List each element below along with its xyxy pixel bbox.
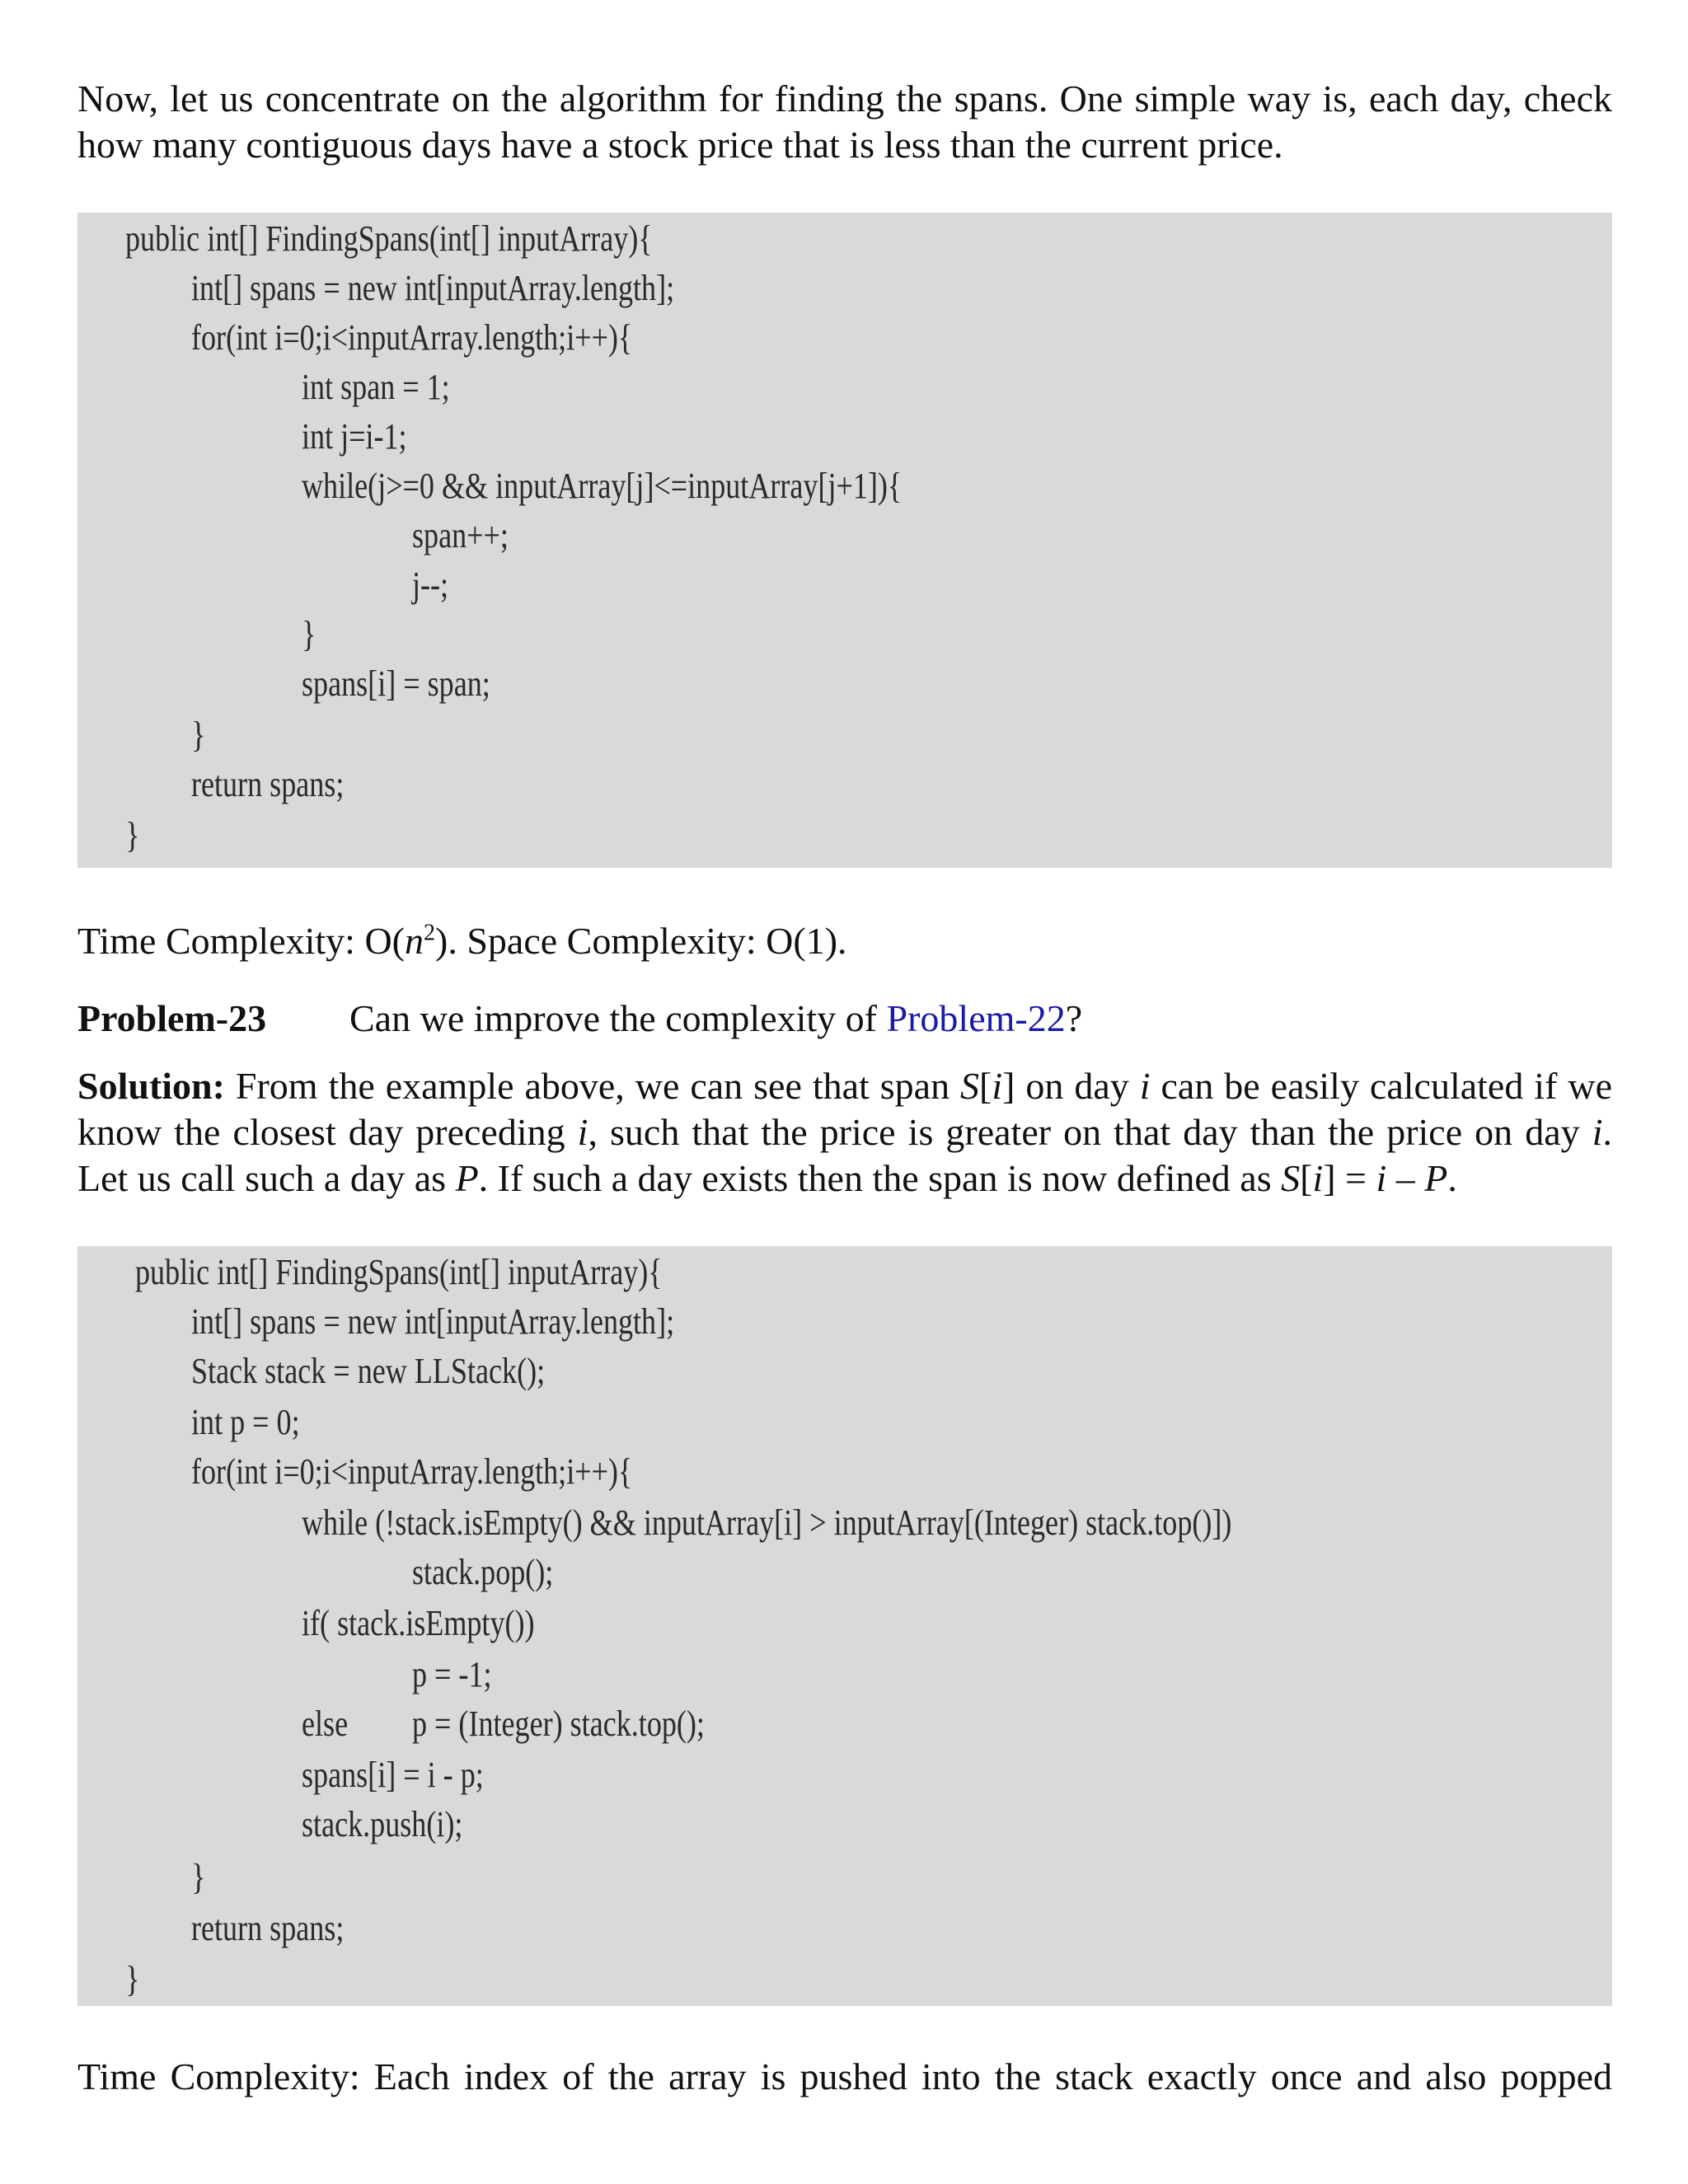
code-line: Stack stack = new LLStack(); (191, 1351, 546, 1391)
code-block-naive (77, 213, 1612, 868)
code-line: if( stack.isEmpty()) (302, 1603, 535, 1643)
time-complexity-stack: Time Complexity: Each index of the array is pushed into the stack exactly once and also popped (77, 2055, 1612, 2097)
code-line: spans[i] = span; (302, 663, 490, 704)
problem-link[interactable]: Problem-22 (886, 997, 1066, 1039)
code-line: int j=i-1; (302, 416, 407, 457)
code-line: public int[] FindingSpans(int[] inputArray){ (125, 218, 653, 259)
code-line: while(j>=0 && inputArray[j]<=inputArray[j+1]){ (302, 466, 903, 506)
problem-heading: Problem-23 Can we improve the complexity of Problem-22? (77, 996, 1612, 1042)
code-line: stack.pop(); (412, 1552, 554, 1592)
problem-label: Problem-23 (77, 997, 267, 1039)
code-line: spans[i] = i - p; (302, 1755, 484, 1795)
code-line: } (125, 1959, 140, 1999)
code-line: stack.push(i); (302, 1804, 463, 1844)
code-line: return spans; (191, 1908, 345, 1948)
code-line: else (302, 1704, 349, 1744)
code-line: while (!stack.isEmpty() && inputArray[i] > inputArray[(Integer) stack.top()]) (302, 1502, 1232, 1543)
time-complexity-naive: Time Complexity: $O(n^2)$. Space Complexity: O(1). (77, 920, 847, 962)
code-line: } (191, 1857, 206, 1897)
solution-paragraph: Solution: From the example above, we can see that span S[i] on day i can be easily calculated if we know the closest day preceding i, such that the price is greater on that day than the price on day i. Let us call such a day as P. If such a day exists then the span is now defined as S[i] = i – P. (77, 1065, 1612, 1199)
code-line: p = (Integer) stack.top(); (412, 1704, 705, 1744)
code-line: j--; (412, 565, 449, 605)
solution-label: Solution: (77, 1065, 225, 1107)
code-line: } (191, 715, 206, 755)
code-line: } (302, 614, 316, 654)
intro-paragraph: Now, let us concentrate on the algorithm for finding the spans. One simple way is, each day, check how many contiguous days have a stock price that is less than the current price. (77, 77, 1612, 166)
code-line: int p = 0; (191, 1402, 300, 1442)
code-line: int[] spans = new int[inputArray.length]; (191, 268, 675, 308)
code-line: int span = 1; (302, 367, 450, 407)
code-block-stack (77, 1246, 1612, 2006)
code-line: public int[] FindingSpans(int[] inputArray){ (135, 1252, 663, 1292)
code-line: } (125, 815, 140, 855)
code-line: span++; (412, 515, 509, 555)
code-line: p = -1; (412, 1654, 492, 1694)
code-line: for(int i=0;i<inputArray.length;i++){ (191, 317, 633, 358)
code-line: for(int i=0;i<inputArray.length;i++){ (191, 1451, 633, 1492)
code-line: return spans; (191, 764, 345, 804)
code-line: int[] spans = new int[inputArray.length]; (191, 1301, 675, 1342)
